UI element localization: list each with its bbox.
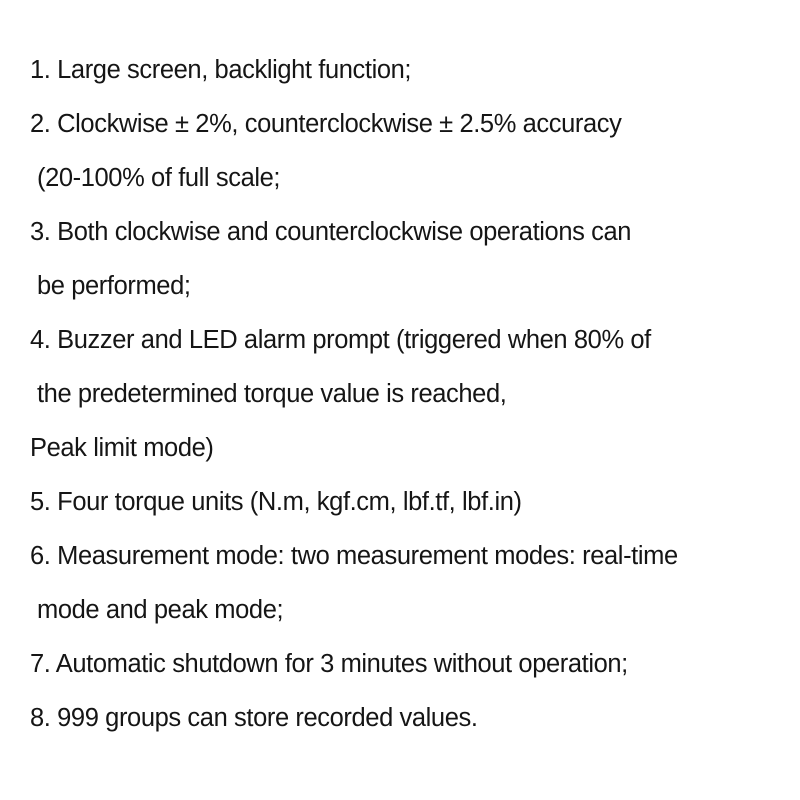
feature-line-5: 5. Four torque units (N.m, kgf.cm, lbf.tf, lbf.in)	[30, 488, 522, 516]
feature-line-8: 8. 999 groups can store recorded values.	[30, 704, 478, 732]
feature-line-6: 6. Measurement mode: two measurement modes: real-time	[30, 542, 678, 570]
feature-line-3: 3. Both clockwise and counterclockwise operations can	[30, 218, 632, 246]
feature-line-3-continued: be performed;	[37, 272, 191, 300]
feature-line-6-continued: mode and peak mode;	[37, 596, 284, 624]
feature-line-4-continued-2: Peak limit mode)	[30, 434, 214, 462]
feature-line-4: 4. Buzzer and LED alarm prompt (triggered when 80% of	[30, 326, 651, 354]
feature-line-1: 1. Large screen, backlight function;	[30, 56, 412, 84]
feature-line-7: 7. Automatic shutdown for 3 minutes without operation;	[30, 650, 628, 678]
feature-line-2-continued: (20-100% of full scale;	[37, 164, 281, 192]
feature-line-4-continued: the predetermined torque value is reached,	[37, 380, 507, 408]
feature-line-2: 2. Clockwise ± 2%, counterclockwise ± 2.5% accuracy	[30, 110, 622, 138]
